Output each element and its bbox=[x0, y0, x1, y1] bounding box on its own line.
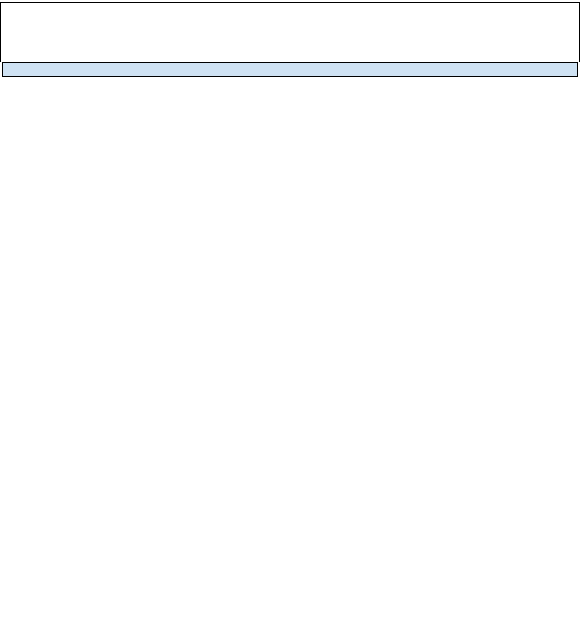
value-cell bbox=[113, 76, 578, 77]
header-frame bbox=[0, 2, 580, 62]
row-label bbox=[2, 76, 113, 77]
blank-header-row bbox=[2, 62, 578, 76]
